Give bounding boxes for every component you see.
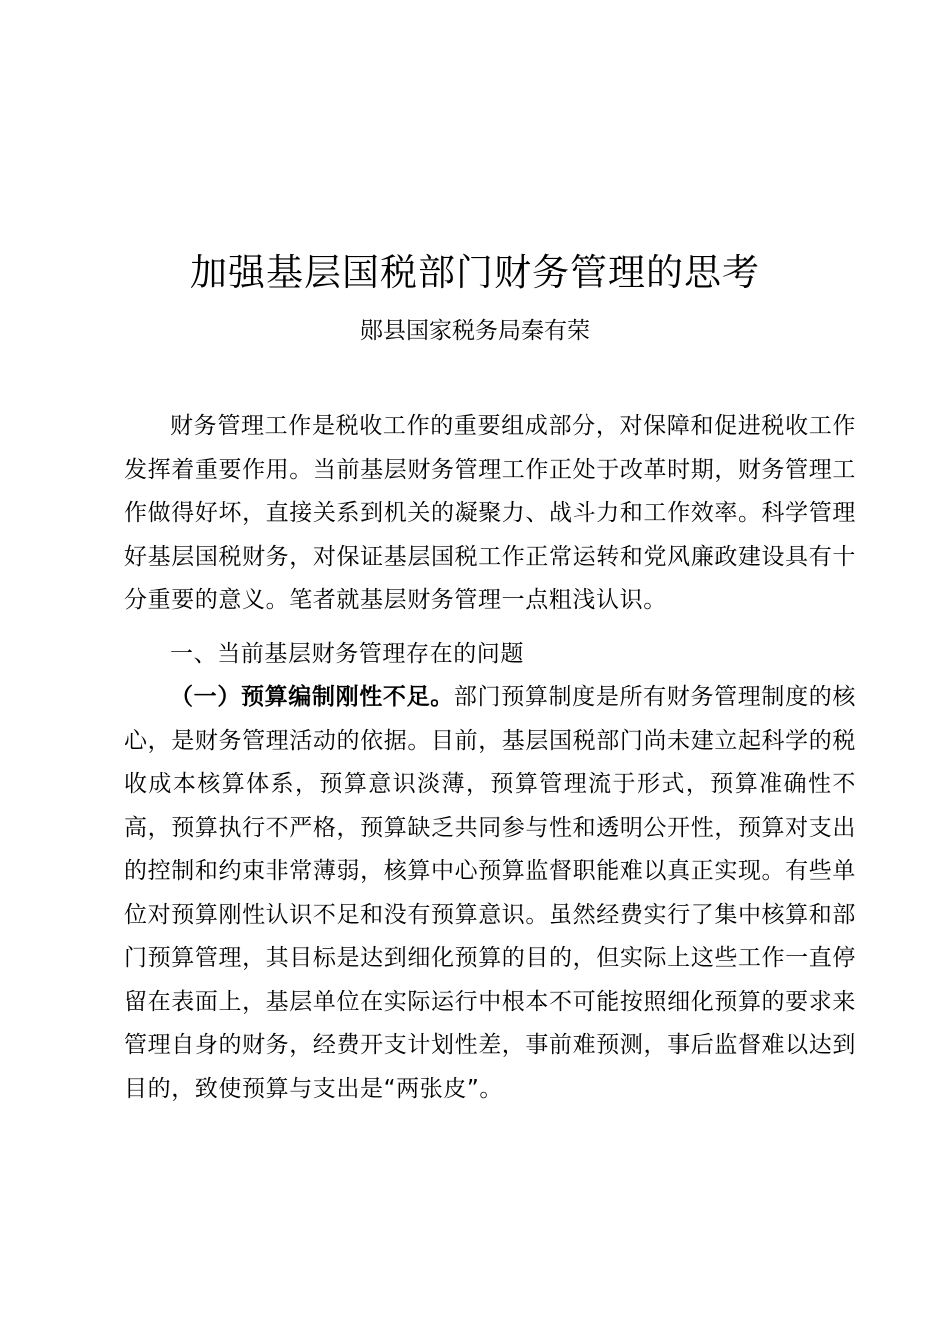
subsection-body: 部门预算制度是所有财务管理制度的核心，是财务管理活动的依据。目前，基层国税部门尚未建立起科学的税收成本核算体系，预算意识淡薄，预算管理流于形式，预算准确性不高，预算执行不严格，预算缺乏共同参与性和透明公开性，预算对支出的控制和约束非常薄弱，核算中心预算监督职能难以真正实现。有些单位对预算刚性认识不足和没有预算意识。虽然经费实行了集中核算和部门预算管理，其目标是达到细化预算的目的，但实际上这些工作一直停留在表面上，基层单位在实际运行中根本不可能按照细化预算的要求来管理自身的财务，经费开支计划性差，事前难预测，事后监督难以达到目的，致使预算与支出是“两张皮”。 — [124, 684, 857, 1102]
document-title: 加强基层国税部门财务管理的思考 — [190, 251, 760, 294]
section-heading: 一、当前基层财务管理存在的问题 — [170, 641, 524, 667]
document-author: 郧县国家税务局秦有荣 — [360, 318, 590, 344]
intro-paragraph: 财务管理工作是税收工作的重要组成部分，对保障和促进税收工作发挥着重要作用。当前基层财务管理工作正处于改革时期，财务管理工作做得好坏，直接关系到机关的凝聚力、战斗力和工作效率。科学管理好基层国税财务，对保证基层国税工作正常运转和党风廉政建设具有十分重要的意义。笔者就基层财务管理一点粗浅认识。 — [124, 413, 856, 613]
subsection-heading: （一）预算编制刚性不足。 — [170, 684, 454, 710]
subsection-paragraph — [124, 676, 856, 1111]
